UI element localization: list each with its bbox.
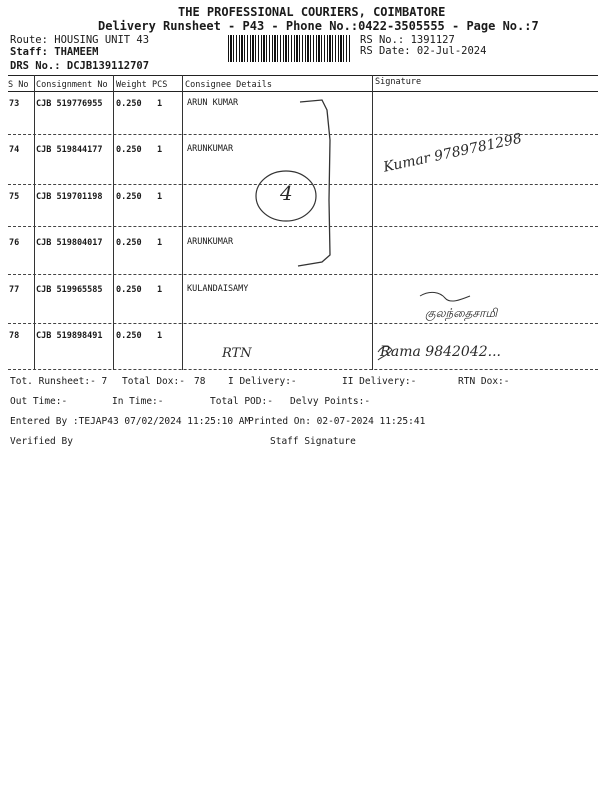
row-weight: 0.250 xyxy=(116,145,142,155)
signature-77: குலந்தைசாமி xyxy=(425,306,498,320)
row-weight: 0.250 xyxy=(116,331,142,341)
col-header-weight: Weight xyxy=(116,80,147,90)
row-pcs: 1 xyxy=(157,331,163,341)
runsheet-subtitle: Delivery Runsheet - P43 - Phone No.:0422-3505555 - Page No.:7 xyxy=(98,19,539,33)
row-consignee: KULANDAISAMY xyxy=(187,284,249,294)
col-header-pcs: PCS xyxy=(152,80,168,90)
col-header-signature: Signature xyxy=(375,77,422,87)
delvy-points: Delvy Points:- xyxy=(290,396,371,407)
row-weight: 0.250 xyxy=(116,192,142,202)
row-sno: 73 xyxy=(9,99,20,109)
row-pcs: 1 xyxy=(157,285,163,295)
printed-on: Printed On: 02-07-2024 11:25:41 xyxy=(248,416,426,427)
route-label: Route: HOUSING UNIT 43 xyxy=(10,34,150,46)
signature-78: Rama 9842042... xyxy=(380,344,501,360)
col-header-consignee: Consignee Details xyxy=(185,80,272,90)
tot-runsheet: Tot. Runsheet:- 7 xyxy=(10,376,108,387)
row-consignment: CJB 519898491 xyxy=(36,331,103,341)
bracket-mark xyxy=(298,100,330,266)
row-sno: 76 xyxy=(9,238,20,248)
staff-label: Staff: THAMEEM xyxy=(10,46,99,58)
row-consignment: CJB 519776955 xyxy=(36,99,103,109)
col-header-consignment: Consignment No xyxy=(36,80,108,90)
entered-by: Entered By :TEJAP43 07/02/2024 11:25:10 AM xyxy=(10,416,251,427)
col-header-sno: S No xyxy=(8,80,29,90)
in-time: In Time:- xyxy=(112,396,164,407)
rs-date: RS Date: 02-Jul-2024 xyxy=(360,45,487,57)
total-pod: Total POD:- xyxy=(210,396,273,407)
row-weight: 0.250 xyxy=(116,285,142,295)
handwritten-phone-note: Kumar 9789781298 xyxy=(382,130,524,176)
signature-stroke xyxy=(420,292,470,301)
row-consignment: CJB 519965585 xyxy=(36,285,103,295)
row-consignment: CJB 519701198 xyxy=(36,192,103,202)
row-weight: 0.250 xyxy=(116,99,142,109)
row-consignee: ARUN KUMAR xyxy=(187,98,239,108)
row-weight: 0.250 xyxy=(116,238,142,248)
row-pcs: 1 xyxy=(157,238,163,248)
out-time: Out Time:- xyxy=(10,396,68,407)
rtn-dox: RTN Dox:- xyxy=(458,376,510,387)
row-sno: 74 xyxy=(9,145,20,155)
drs-number: DRS No.: DCJB139112707 xyxy=(10,60,150,72)
row-sno: 78 xyxy=(9,331,20,341)
row-pcs: 1 xyxy=(157,99,163,109)
verified-by: Verified By xyxy=(10,436,73,447)
i-delivery: I Delivery:- xyxy=(228,376,297,387)
total-dox-value: 78 xyxy=(194,376,206,387)
row-consignee: ARUNKUMAR xyxy=(187,144,234,154)
handwritten-rtn: RTN xyxy=(222,346,252,361)
total-dox-label: Total Dox:- xyxy=(122,376,185,387)
staff-signature: Staff Signature xyxy=(270,436,356,447)
rs-number: RS No.: 1391127 xyxy=(360,34,455,46)
circled-count: 4 xyxy=(280,181,293,205)
row-sno: 75 xyxy=(9,192,20,202)
row-pcs: 1 xyxy=(157,145,163,155)
row-consignment: CJB 519844177 xyxy=(36,145,103,155)
row-pcs: 1 xyxy=(157,192,163,202)
row-sno: 77 xyxy=(9,285,20,295)
ii-delivery: II Delivery:- xyxy=(342,376,417,387)
row-consignment: CJB 519804017 xyxy=(36,238,103,248)
row-consignee: ARUNKUMAR xyxy=(187,237,234,247)
company-title: THE PROFESSIONAL COURIERS, COIMBATORE xyxy=(178,5,446,19)
